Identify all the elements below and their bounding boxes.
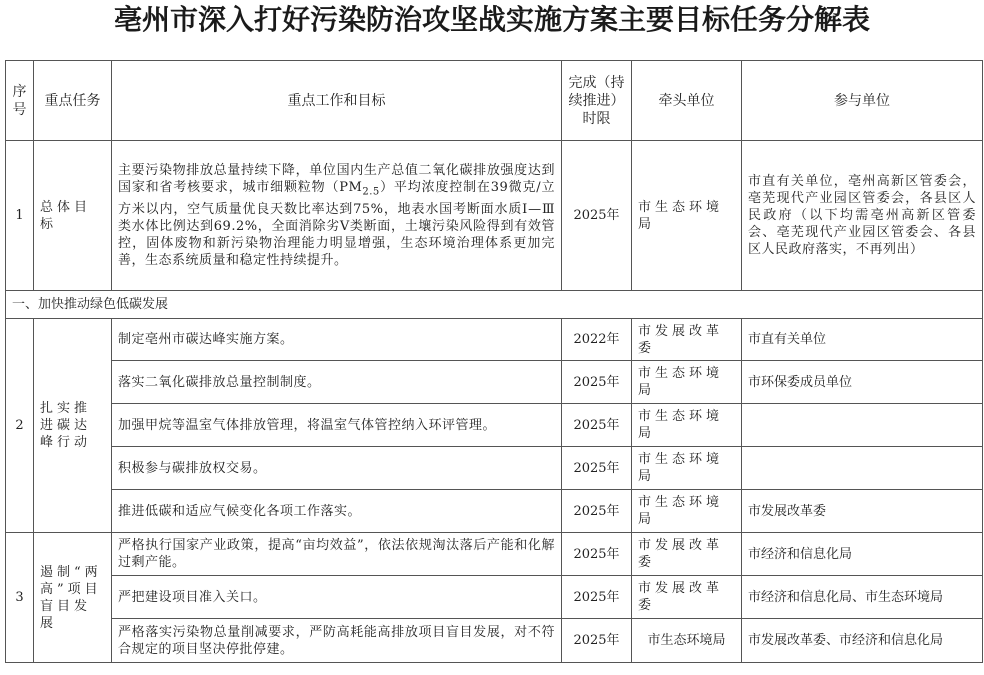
row-partner: 市直有关单位，亳州高新区管委会，亳芜现代产业园区管委会，各县区人民政府（以下均需亳州高新区管委会、亳芜现代产业园区管委会、各县区人民政府落实，不再列出） [742, 141, 983, 291]
row-lead: 市生态环境局 [632, 447, 742, 490]
row-lead: 市生态环境局 [632, 361, 742, 404]
table-row [6, 141, 983, 291]
group-no: 2 [6, 319, 34, 533]
goal-text-part2: ）平均浓度控制在39微克/立方米以内，空气质量优良天数比率达到75%，地表水国考断面水质Ⅰ—Ⅲ类水体比例达到69.2%，全面消除劣V类断面，土壤污染风险得到有效管控，固体废物和新污染物治理能力明显增强，生态环境治理体系更加完善，生态系统质量和稳定性持续提升。 [118, 180, 555, 268]
row-goal: 落实二氧化碳排放总量控制制度。 [112, 361, 562, 404]
row-lead: 市发展改革委 [632, 319, 742, 361]
group-task: 遏制“两高”项目盲目发展 [34, 533, 112, 663]
row-goal: 加强甲烷等温室气体排放管理，将温室气体管控纳入环评管理。 [112, 404, 562, 447]
row-lead: 市生态环境局 [632, 490, 742, 533]
row-partner: 市经济和信息化局 [742, 533, 983, 576]
table-row [6, 533, 983, 576]
row-partner: 市环保委成员单位 [742, 361, 983, 404]
table-row [6, 447, 983, 490]
row-goal: 严格落实污染物总量削减要求，严防高耗能高排放项目盲目发展，对不符合规定的项目坚决停批停建。 [112, 619, 562, 663]
table-row [6, 404, 983, 447]
goal-text-part1: 主要污染物排放总量持续下降，单位国内生产总值二氧化碳排放强度达到国家和省考核要求，城市细颗粒物（PM [118, 163, 555, 196]
header-row [6, 61, 983, 141]
header-deadline: 完成（持续推进）时限 [562, 61, 632, 141]
row-goal: 严把建设项目准入关口。 [112, 576, 562, 619]
row-lead: 市生态环境局 [632, 141, 742, 291]
table-row [6, 361, 983, 404]
row-lead: 市生态环境局 [632, 619, 742, 663]
row-deadline: 2022年 [562, 319, 632, 361]
header-no: 序号 [6, 61, 34, 141]
row-deadline: 2025年 [562, 533, 632, 576]
group-no: 3 [6, 533, 34, 663]
row-deadline: 2025年 [562, 141, 632, 291]
row-partner [742, 404, 983, 447]
page-title: 亳州市深入打好污染防治攻坚战实施方案主要目标任务分解表 [113, 3, 870, 36]
row-lead: 市发展改革委 [632, 533, 742, 576]
row-partner: 市发展改革委、市经济和信息化局 [742, 619, 983, 663]
row-task: 总体目标 [34, 141, 112, 291]
section-row [6, 291, 983, 319]
row-partner: 市经济和信息化局、市生态环境局 [742, 576, 983, 619]
row-goal [112, 141, 562, 291]
row-deadline: 2025年 [562, 361, 632, 404]
row-deadline: 2025年 [562, 490, 632, 533]
row-goal: 严格执行国家产业政策，提高“亩均效益”，依法依规淘汰落后产能和化解过剩产能。 [112, 533, 562, 576]
row-deadline: 2025年 [562, 576, 632, 619]
header-lead: 牵头单位 [632, 61, 742, 141]
row-no: 1 [6, 141, 34, 291]
table-row [6, 319, 983, 361]
row-deadline: 2025年 [562, 619, 632, 663]
table-row [6, 490, 983, 533]
header-partner: 参与单位 [742, 61, 983, 141]
table-row [6, 576, 983, 619]
row-partner: 市直有关单位 [742, 319, 983, 361]
row-lead: 市生态环境局 [632, 404, 742, 447]
row-goal: 推进低碳和适应气候变化各项工作落实。 [112, 490, 562, 533]
section-title: 一、加快推动绿色低碳发展 [6, 291, 983, 319]
row-deadline: 2025年 [562, 447, 632, 490]
header-goal: 重点工作和目标 [112, 61, 562, 141]
row-deadline: 2025年 [562, 404, 632, 447]
row-goal: 积极参与碳排放权交易。 [112, 447, 562, 490]
row-partner: 市发展改革委 [742, 490, 983, 533]
group-task: 扎实推进碳达峰行动 [34, 319, 112, 533]
goal-subscript: 2.5 [362, 186, 380, 198]
task-table [5, 60, 983, 663]
row-goal: 制定亳州市碳达峰实施方案。 [112, 319, 562, 361]
header-task: 重点任务 [34, 61, 112, 141]
table-row [6, 619, 983, 663]
row-lead: 市发展改革委 [632, 576, 742, 619]
row-partner [742, 447, 983, 490]
